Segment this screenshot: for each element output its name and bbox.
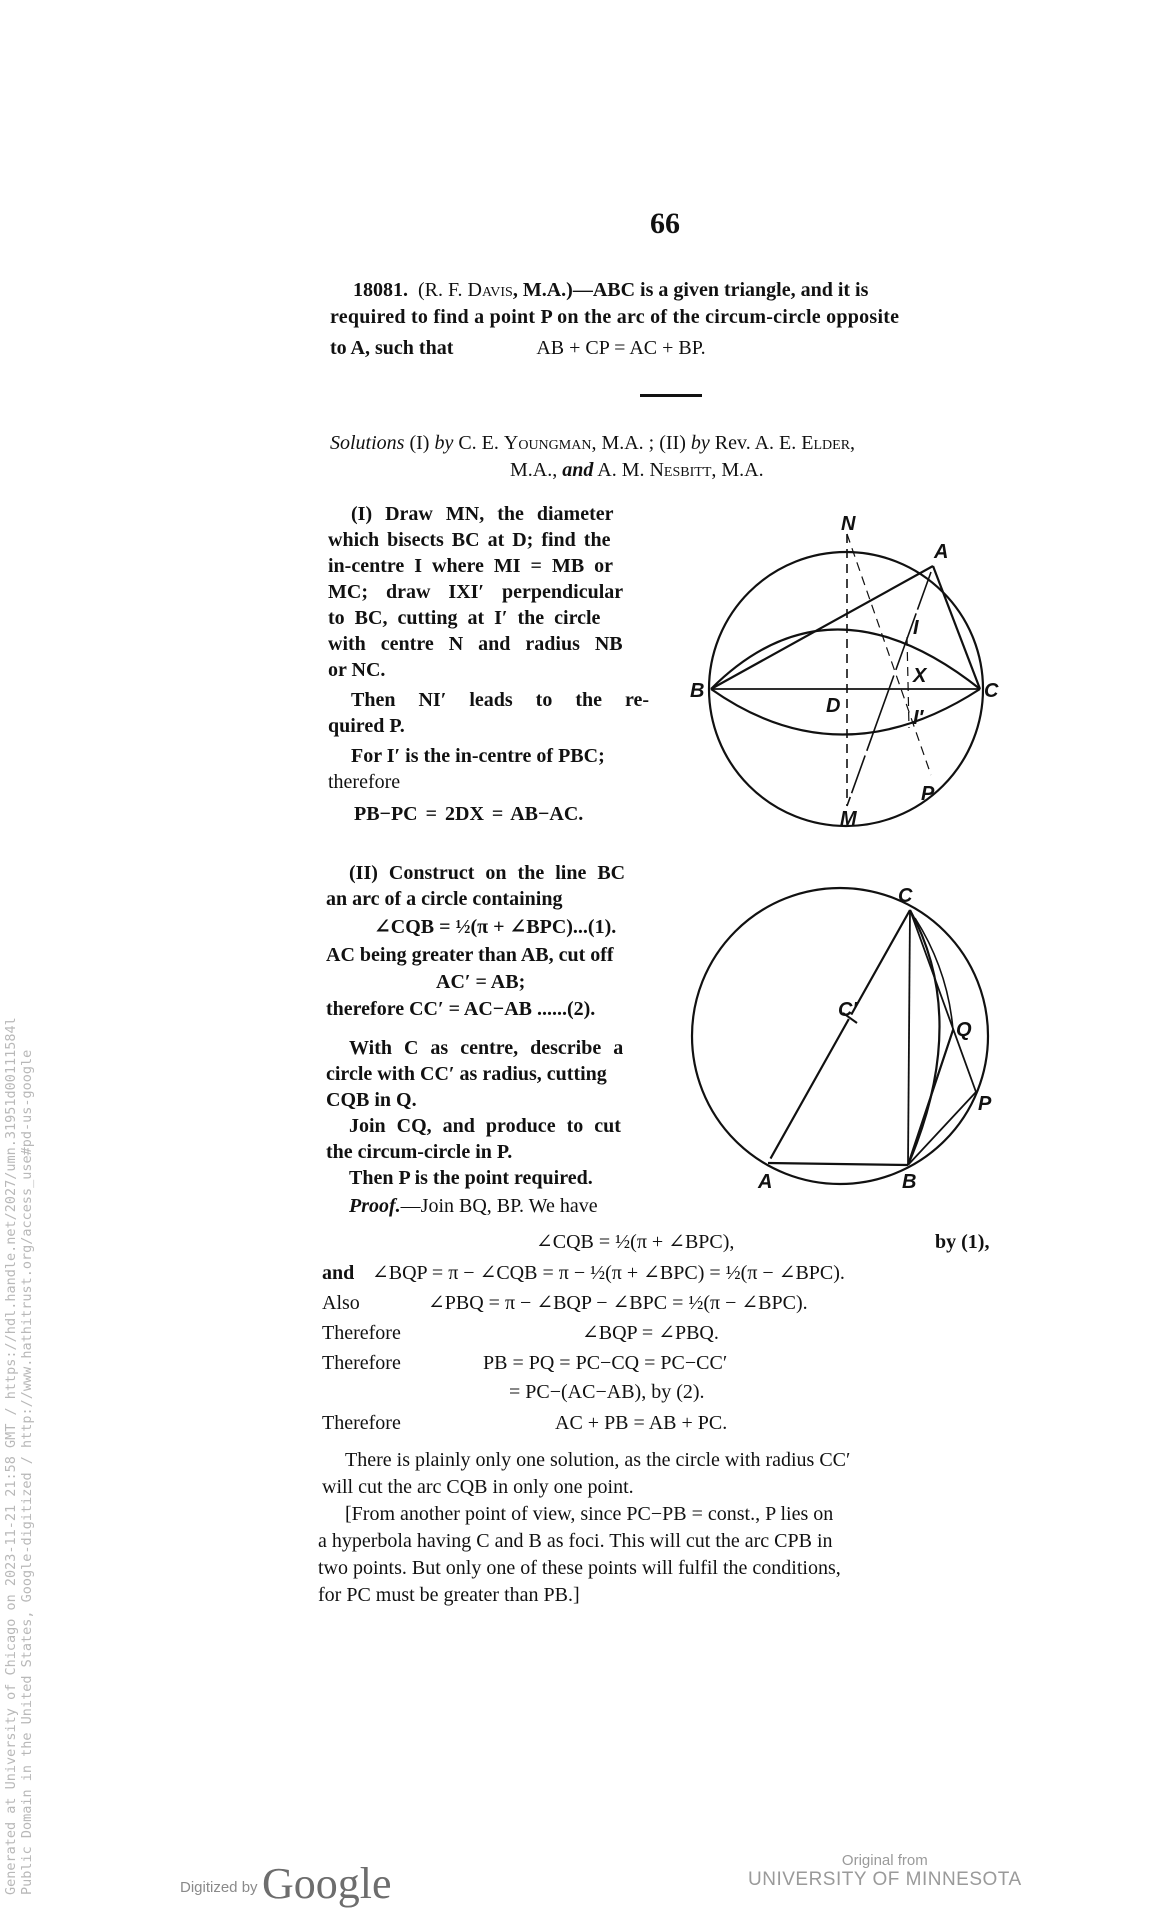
original-from bbox=[748, 1852, 1022, 1891]
label-A: A bbox=[934, 541, 949, 563]
closing-line: [From another point of view, since PC−PB = const., P lies on bbox=[345, 1503, 834, 1525]
solution-1-line: (I) Draw MN, the diameter bbox=[351, 503, 614, 525]
heading-text: A. M. bbox=[593, 459, 650, 481]
proof-eq-5: PB = PQ = PC−CQ = PC−CC′ bbox=[483, 1352, 728, 1374]
proof-eq-4: ∠BQP = ∠PBQ. bbox=[582, 1322, 719, 1344]
page-number: 66 bbox=[650, 207, 680, 240]
line-bq bbox=[908, 1030, 953, 1165]
label-P: P bbox=[921, 783, 935, 805]
section-divider bbox=[640, 394, 702, 397]
problem-author-prefix: (R. F. bbox=[418, 279, 468, 301]
solution-1-line: in-centre I where MI = MB or bbox=[328, 555, 614, 577]
heading-by: by bbox=[690, 432, 710, 454]
arc-upper-bnc bbox=[711, 630, 980, 690]
solution-1-line: Then NI′ leads to the re- bbox=[351, 689, 650, 711]
closing-line: two points. But only one of these points will fulfil the conditions, bbox=[318, 1557, 841, 1579]
label-X: X bbox=[913, 665, 927, 687]
solution-1-line: For I′ is the in-centre of PBC; bbox=[351, 745, 605, 767]
solution-2-line: With C as centre, describe a bbox=[349, 1037, 624, 1059]
problem-equation: AB + CP = AC + BP. bbox=[536, 337, 706, 359]
proof-eq-7: AC + PB = AB + PC. bbox=[555, 1412, 728, 1434]
author-nesbitt: Nesbitt bbox=[649, 459, 712, 481]
proof-eq-4-lead: Therefore bbox=[322, 1322, 401, 1344]
label-C: C bbox=[984, 680, 999, 702]
label-A: A bbox=[758, 1171, 773, 1193]
watermark-line-2: Public Domain in the United States, Google-digitized / http://www.hathitrust.org/access_use#pd-us-google bbox=[19, 1049, 35, 1895]
digitized-by-google bbox=[180, 1858, 392, 1909]
solutions-heading-line-1 bbox=[330, 430, 855, 457]
label-I: I bbox=[913, 617, 919, 639]
solution-2-line: ∠CQB = ½(π + ∠BPC)...(1). bbox=[374, 916, 617, 938]
line-ba bbox=[711, 566, 933, 689]
solution-1-line: which bisects BC at D; find the bbox=[328, 529, 611, 551]
line-bp bbox=[908, 1092, 976, 1165]
closing-line: for PC must be greater than PB.] bbox=[318, 1584, 580, 1606]
solution-1-result: PB−PC = 2DX = AB−AC. bbox=[354, 803, 584, 825]
problem-line-1 bbox=[353, 277, 868, 304]
solution-1-line: to BC, cutting at I′ the circle bbox=[328, 607, 601, 629]
proof-eq-3: ∠PBQ = π − ∠BQP − ∠BPC = ½(π − ∠BPC). bbox=[428, 1292, 808, 1314]
heading-text: , M.A. ; (II) bbox=[591, 432, 691, 454]
problem-line-3 bbox=[330, 335, 706, 362]
proof-eq-6: = PC−(AC−AB), by (2). bbox=[509, 1381, 705, 1403]
figure-2-diagram bbox=[680, 870, 1020, 1200]
solution-2-line: CQB in Q. bbox=[326, 1089, 417, 1111]
university-name: UNIVERSITY OF MINNESOTA bbox=[748, 1869, 1022, 1890]
solutions-label: Solutions bbox=[330, 432, 405, 454]
author-elder: Elder bbox=[801, 432, 851, 454]
label-C: C bbox=[898, 885, 913, 907]
label-B: B bbox=[902, 1171, 917, 1193]
label-D: D bbox=[826, 695, 841, 717]
solution-1-line: or NC. bbox=[328, 659, 386, 681]
label-P: P bbox=[978, 1093, 992, 1115]
label-I-prime: I′ bbox=[913, 707, 924, 729]
line-n-iprime bbox=[847, 534, 931, 775]
label-N: N bbox=[841, 513, 856, 535]
solution-2-line: AC being greater than AB, cut off bbox=[326, 944, 614, 966]
solution-2-line: circle with CC′ as radius, cutting bbox=[326, 1063, 607, 1085]
solution-2-line: an arc of a circle containing bbox=[326, 888, 563, 910]
closing-line: a hyperbola having C and B as foci. This will cut the arc CPB in bbox=[318, 1530, 833, 1552]
label-B: B bbox=[690, 680, 705, 702]
proof-eq-1-ref: by (1), bbox=[935, 1231, 990, 1253]
proof-eq-3-lead: Also bbox=[322, 1292, 360, 1314]
line-ab bbox=[768, 1163, 908, 1165]
solution-1-line: with centre N and radius NB bbox=[328, 633, 623, 655]
figure-1-diagram bbox=[690, 500, 1030, 840]
label-C-prime: C′ bbox=[838, 999, 858, 1021]
watermark-line-1: Generated at University of Chicago on 2023-11-21 21:58 GMT / https://hdl.handle.net/2027/umn.31951d00111584l bbox=[3, 1017, 19, 1895]
solution-2-line: the circum-circle in P. bbox=[326, 1141, 513, 1163]
problem-author-suffix: , M.A.)—ABC is a given triangle, and it is bbox=[512, 279, 869, 301]
proof-intro bbox=[349, 1193, 598, 1220]
line-cb bbox=[908, 910, 910, 1165]
line-ixi bbox=[907, 637, 909, 728]
problem-line-2: required to find a point P on the arc of the circum-circle opposite bbox=[330, 306, 900, 328]
access-watermark bbox=[3, 1017, 35, 1895]
problem-author-name: Davis bbox=[467, 279, 513, 301]
solution-2-line: therefore CC′ = AC−AB ......(2). bbox=[326, 998, 596, 1020]
problem-number: 18081. bbox=[353, 279, 408, 301]
heading-by: by bbox=[434, 432, 454, 454]
arc-lower-bmc bbox=[711, 689, 980, 735]
solutions-heading-line-2 bbox=[510, 457, 764, 484]
heading-text: M.A., bbox=[510, 459, 563, 481]
author-youngman: Youngman bbox=[503, 432, 592, 454]
solution-1-line: MC; draw IXI′ perpendicular bbox=[328, 581, 624, 603]
proof-eq-2: ∠BQP = π − ∠CQB = π − ½(π + ∠BPC) = ½(π − ∠BPC). bbox=[372, 1262, 845, 1284]
label-Q: Q bbox=[956, 1019, 972, 1041]
heading-text: Rev. A. E. bbox=[709, 432, 802, 454]
problem-line-3-text: to A, such that bbox=[330, 337, 454, 359]
digitized-by-label: Digitized by bbox=[180, 1879, 258, 1896]
heading-text: (I) bbox=[404, 432, 435, 454]
solution-2-line: Join CQ, and produce to cut bbox=[349, 1115, 621, 1137]
solution-2-line: Then P is the point required. bbox=[349, 1167, 593, 1189]
proof-label: Proof. bbox=[349, 1195, 401, 1217]
closing-line: will cut the arc CQB in only one point. bbox=[322, 1476, 634, 1498]
heading-text: , bbox=[850, 432, 856, 454]
proof-eq-2-lead: and bbox=[322, 1262, 355, 1284]
proof-intro-text: —Join BQ, BP. We have bbox=[400, 1195, 598, 1217]
solution-1-line: quired P. bbox=[328, 715, 405, 737]
proof-eq-5-lead: Therefore bbox=[322, 1352, 401, 1374]
proof-eq-7-lead: Therefore bbox=[322, 1412, 401, 1434]
line-ca bbox=[768, 910, 910, 1163]
heading-text: C. E. bbox=[453, 432, 504, 454]
solution-1-line: therefore bbox=[328, 771, 401, 793]
solution-2-line: AC′ = AB; bbox=[436, 971, 526, 993]
line-cp bbox=[910, 910, 976, 1092]
label-M: M bbox=[840, 808, 857, 830]
heading-and: and bbox=[562, 459, 594, 481]
proof-eq-1: ∠CQB = ½(π + ∠BPC), bbox=[536, 1231, 735, 1253]
original-from-label: Original from bbox=[841, 1852, 928, 1869]
google-logo: Google bbox=[262, 1859, 392, 1908]
closing-line: There is plainly only one solution, as the circle with radius CC′ bbox=[345, 1449, 851, 1471]
solution-2-line: (II) Construct on the line BC bbox=[349, 862, 626, 884]
heading-text: , M.A. bbox=[711, 459, 764, 481]
